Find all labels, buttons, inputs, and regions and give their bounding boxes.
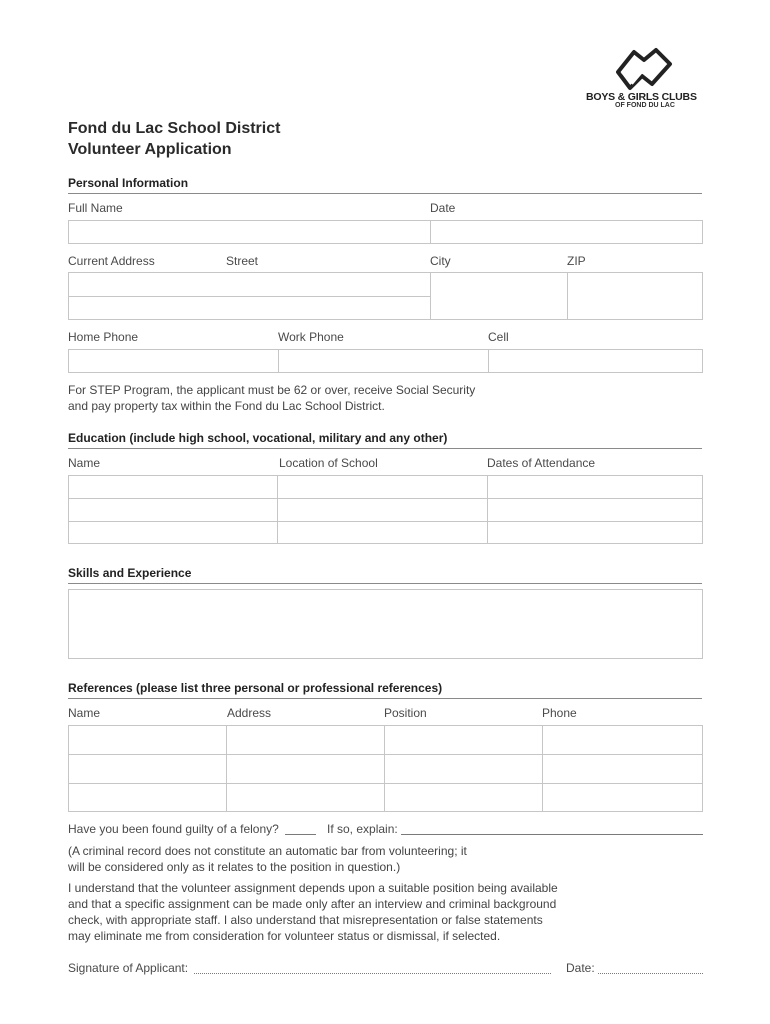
education-heading: Education (include high school, vocational, military and any other) (68, 431, 448, 445)
personal-rule (68, 193, 702, 194)
city-label: City (430, 254, 451, 268)
reference-cell[interactable] (384, 754, 543, 784)
step-note-line1: For STEP Program, the applicant must be 62 or over, receive Social Security (68, 383, 476, 397)
references-col-address: Address (227, 706, 272, 720)
reference-cell[interactable] (542, 754, 703, 784)
felony-answer-field[interactable] (285, 834, 316, 835)
education-cell[interactable] (277, 498, 488, 522)
education-cell[interactable] (487, 498, 703, 522)
references-rule (68, 698, 702, 699)
reference-cell[interactable] (384, 783, 543, 812)
education-rule (68, 448, 702, 449)
education-cell[interactable] (277, 521, 488, 544)
signature-date-field[interactable] (598, 973, 703, 974)
statement-line4: may eliminate me from consideration for volunteer status or dismissal, if selected. (68, 929, 501, 943)
reference-cell[interactable] (226, 783, 385, 812)
work-phone-label: Work Phone (278, 330, 344, 344)
reference-cell[interactable] (542, 725, 703, 755)
personal-heading: Personal Information (68, 176, 189, 190)
criminal-record-note-line1: (A criminal record does not constitute an automatic bar from volunteering; it (68, 844, 467, 858)
education-col-dates: Dates of Attendance (487, 456, 596, 470)
full-name-label: Full Name (68, 201, 123, 215)
current-address-label: Current Address (68, 254, 155, 268)
education-cell[interactable] (68, 498, 278, 522)
date-field[interactable] (430, 220, 703, 244)
education-cell[interactable] (68, 521, 278, 544)
criminal-record-note-line2: will be considered only as it relates to the position in question.) (68, 860, 401, 874)
statement-line1: I understand that the volunteer assignment depends upon a suitable position being available (68, 881, 558, 895)
felony-explain-label: If so, explain: (327, 822, 398, 836)
reference-cell[interactable] (68, 754, 227, 784)
statement-line2: and that a specific assignment can be made only after an interview and criminal background (68, 897, 557, 911)
reference-cell[interactable] (68, 783, 227, 812)
understanding-statement (68, 880, 708, 944)
step-note (68, 382, 708, 414)
club-logo-icon (608, 44, 678, 94)
form-title (68, 118, 280, 160)
statement-line3: check, with appropriate staff. I also understand that misrepresentation or false statements (68, 913, 543, 927)
felony-question: Have you been found guilty of a felony? (68, 822, 279, 836)
city-field[interactable] (430, 272, 568, 320)
work-phone-field[interactable] (278, 349, 489, 373)
reference-cell[interactable] (384, 725, 543, 755)
street-field-line2[interactable] (68, 296, 431, 320)
reference-cell[interactable] (68, 725, 227, 755)
home-phone-label: Home Phone (68, 330, 139, 344)
street-field-line1[interactable] (68, 272, 431, 297)
references-col-position: Position (384, 706, 427, 720)
reference-cell[interactable] (542, 783, 703, 812)
felony-explain-field[interactable] (401, 834, 703, 835)
references-heading: References (please list three personal or professional references) (68, 681, 443, 695)
club-logo-sub: OF FOND DU LAC (615, 102, 675, 109)
cell-label: Cell (488, 330, 509, 344)
signature-date-label: Date: (566, 961, 595, 975)
skills-heading: Skills and Experience (68, 566, 192, 580)
education-cell[interactable] (487, 475, 703, 499)
skills-field[interactable] (68, 589, 703, 659)
education-col-name: Name (68, 456, 101, 470)
education-cell[interactable] (68, 475, 278, 499)
education-col-location: Location of School (279, 456, 378, 470)
signature-label: Signature of Applicant: (68, 961, 189, 975)
cell-field[interactable] (488, 349, 703, 373)
club-logo-name: BOYS & GIRLS CLUBS (586, 91, 697, 103)
form-title-line2: Volunteer Application (68, 141, 232, 158)
home-phone-field[interactable] (68, 349, 279, 373)
education-cell[interactable] (277, 475, 488, 499)
education-cell[interactable] (487, 521, 703, 544)
date-label: Date (430, 201, 456, 215)
references-col-phone: Phone (542, 706, 577, 720)
form-title-line1: Fond du Lac School District (68, 120, 281, 137)
signature-field[interactable] (194, 973, 551, 974)
references-col-name: Name (68, 706, 101, 720)
zip-field[interactable] (567, 272, 703, 320)
reference-cell[interactable] (226, 754, 385, 784)
full-name-field[interactable] (68, 220, 431, 244)
street-label: Street (226, 254, 259, 268)
reference-cell[interactable] (226, 725, 385, 755)
criminal-record-note (68, 843, 708, 875)
skills-rule (68, 583, 702, 584)
zip-label: ZIP (567, 254, 586, 268)
step-note-line2: and pay property tax within the Fond du Lac School District. (68, 399, 385, 413)
